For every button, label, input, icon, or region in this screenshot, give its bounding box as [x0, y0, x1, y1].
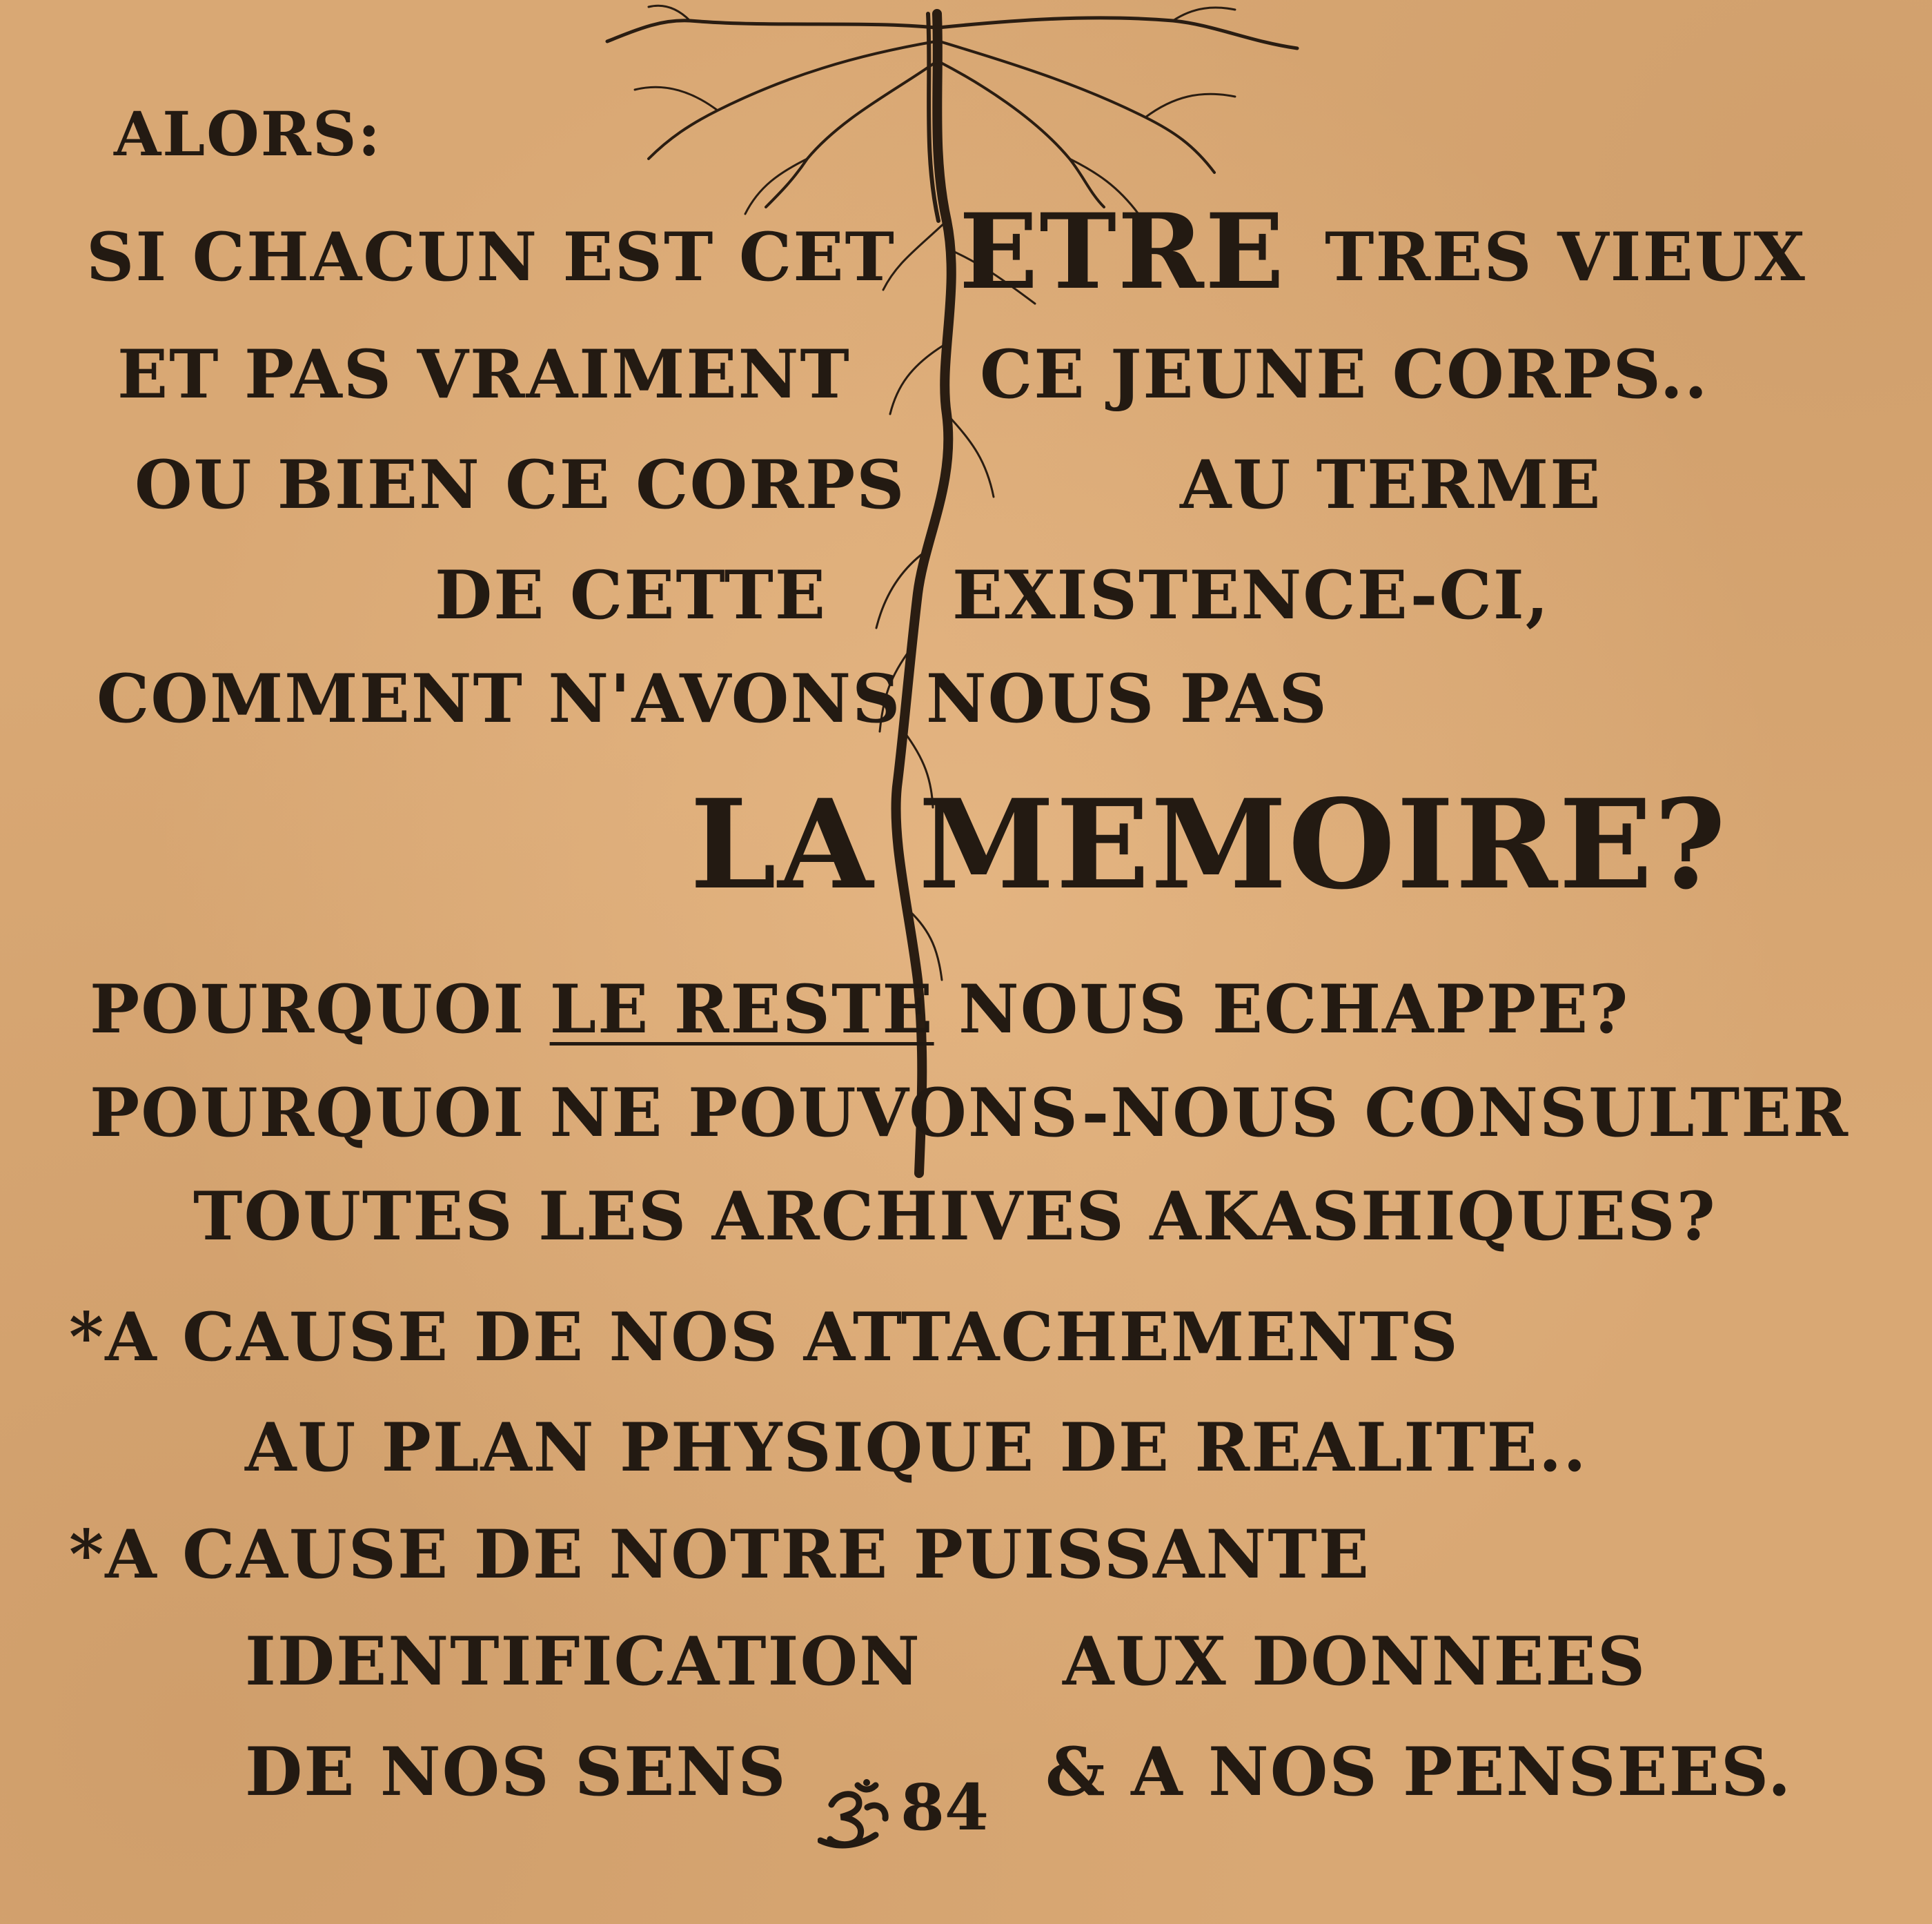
- text-line-et-pas-vraiment: ET PAS VRAIMENT: [117, 335, 851, 413]
- text-line-ou-bien: OU BIEN CE CORPS: [135, 446, 906, 524]
- text-line-ce-jeune-corps: CE JEUNE CORPS..: [980, 335, 1709, 413]
- text-line-existence: EXISTENCE-CI,: [952, 556, 1550, 634]
- text-line-a-nos-pensees: & A NOS PENSEES.: [1045, 1733, 1793, 1811]
- text-line-pourquoi-1: [90, 970, 1630, 1048]
- text-line-toutes-les-archives: TOUTES LES ARCHIVES AKASHIQUES?: [193, 1177, 1717, 1255]
- le-reste-underlined: LE RESTE: [549, 970, 934, 1048]
- page-number: 84: [900, 1770, 989, 1845]
- text-line-si-chacun: SI CHACUN EST CET: [86, 218, 896, 296]
- text-line-a-cause-1: *A CAUSE DE NOS ATTACHEMENTS: [69, 1298, 1459, 1376]
- om-symbol-icon: [818, 1777, 900, 1853]
- text-line-identification: IDENTIFICATION: [245, 1622, 921, 1700]
- pourquoi-word: POURQUOI: [90, 970, 550, 1048]
- text-line-au-terme: AU TERME: [1180, 446, 1602, 524]
- text-line-la-memoire: LA MEMOIRE?: [690, 772, 1728, 916]
- text-line-comment: COMMENT N'AVONS NOUS PAS: [97, 660, 1328, 738]
- text-line-de-nos-sens: DE NOS SENS: [245, 1733, 787, 1811]
- text-line-pourquoi-2: POURQUOI NE POUVONS-NOUS CONSULTER: [90, 1074, 1850, 1152]
- nous-echappe: NOUS ECHAPPE?: [934, 970, 1630, 1048]
- text-word-etre: ETRE: [959, 191, 1285, 313]
- text-line-de-cette: DE CETTE: [435, 556, 827, 634]
- text-line-aux-donnees: AUX DONNEES: [1063, 1622, 1647, 1700]
- text-line-a-cause-2: *A CAUSE DE NOTRE PUISSANTE: [69, 1515, 1370, 1593]
- text-line-tres-vieux: TRES VIEUX: [1325, 218, 1806, 296]
- text-line-alors: ALORS:: [114, 98, 382, 170]
- text-line-au-plan: AU PLAN PHYSIQUE DE REALITE..: [245, 1408, 1588, 1486]
